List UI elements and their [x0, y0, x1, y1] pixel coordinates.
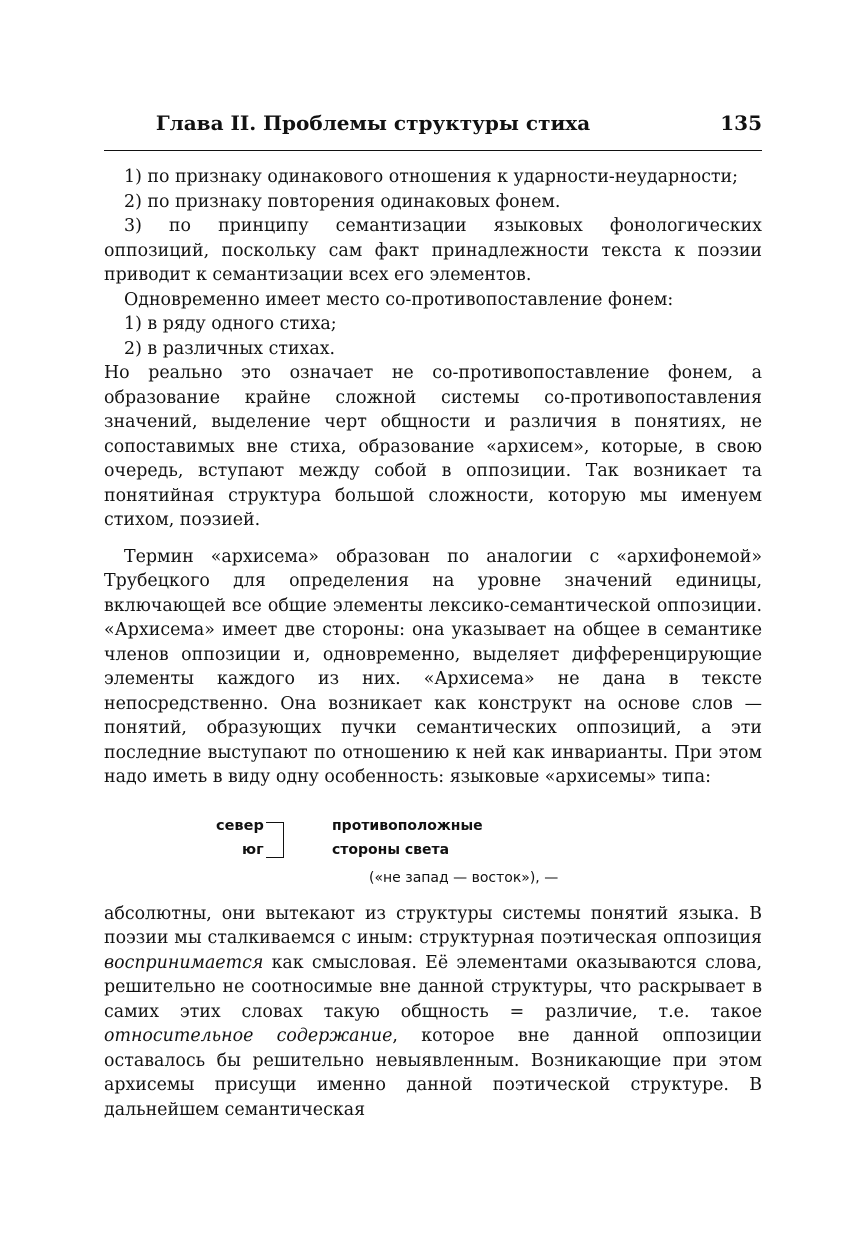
diagram-note: («не запад — восток»), — — [369, 869, 559, 886]
diagram-bracket — [266, 822, 284, 858]
diagram-label-line2: стороны света — [332, 841, 450, 858]
book-page — [104, 108, 762, 1122]
list-item: 3) по принципу семантизации языковых фонологических оппозиций, поскольку сам факт принадлежности текста к поэзии приводит к семантизации всех его элементов. — [104, 216, 762, 285]
text-run: как смысловая. Её элементами оказываются слова, решительно не соотносимые вне данной структуры, что раскрывает в самих этих словах такую общность = различие, т.е. такое — [104, 952, 762, 1022]
list-item: 1) по признаку одинакового отношения к ударности-неударности; — [124, 167, 739, 187]
page-number: 135 — [720, 111, 762, 135]
paragraph: Но реально это означает не со-противопоставление фонем, а образование крайне сложной системы со-противопоставления значений, выделение черт общности и различия в понятиях, не сопоставимых вне стиха, образование «архисем», которые, в свою очередь, вступают между собой в оппозиции. Так возникает та понятийная структура большой сложности, которую мы именуем стихом, поэзией. — [104, 363, 762, 530]
diagram-word-north: север — [216, 817, 264, 834]
list-item: 2) по признаку повторения одинаковых фонем. — [124, 191, 561, 212]
running-head — [104, 108, 762, 138]
paragraph: Одновременно имеет место со-противопоставление фонем: — [124, 289, 674, 310]
diagram-label-line1: противоположные — [332, 817, 483, 834]
body-text — [104, 165, 762, 1122]
emphasis: воспринимается — [104, 952, 264, 973]
list-item: 1) в ряду одного стиха; — [124, 314, 337, 334]
header-rule — [104, 150, 762, 151]
archiseme-diagram — [104, 806, 762, 902]
text-run: , которое вне данной оппозиции оставалось бы решительно невыявленным. Возникающие при этом архисемы присущи именно данной поэтической структуре. В дальнейшем семантическая — [104, 1026, 762, 1120]
paragraph — [104, 902, 762, 1123]
list-item: 2) в различных стихах. — [124, 338, 336, 359]
paragraph: Термин «архисема» образован по аналогии с «архифонемой» Трубецкого для определения на уровне значений единицы, включающей все общие элементы лексико-семантической оппозиции. «Архисема» имеет две стороны: она указывает на общее в семантике членов оппозиции и, одновременно, выделяет дифференцирующие элементы каждого из них. «Архисема» не дана в тексте непосредственно. Она возникает как конструкт на основе слов — понятий, образующих пучки семантических оппозиций, а эти последние выступают по отношению к ней как инварианты. При этом надо иметь в виду одну особенность: языковые «архисемы» типа: — [104, 546, 762, 787]
diagram-word-south: юг — [242, 841, 264, 858]
text-run: абсолютны, они вытекают из структуры системы понятий языка. В поэзии мы сталкиваемся с иным: структурная поэтическая оппозиция — [104, 903, 762, 948]
emphasis: относительное содержание — [104, 1026, 393, 1046]
chapter-title: Глава II. Проблемы структуры стиха — [155, 111, 591, 135]
